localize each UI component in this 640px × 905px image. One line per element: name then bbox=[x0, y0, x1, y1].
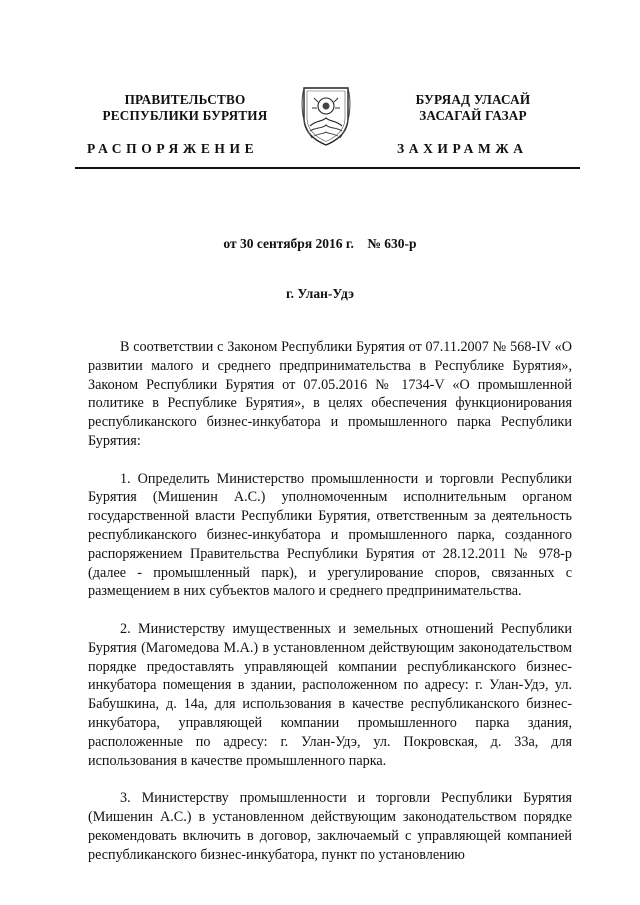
header-line: БУРЯАД УЛАСАЙ bbox=[415, 92, 531, 107]
header-line: ЗАСАГАЙ ГАЗАР bbox=[419, 108, 527, 123]
city: г. Улан-Удэ bbox=[286, 286, 354, 301]
clause-2-paragraph: 2. Министерству имущественных и земельных отношений Республики Бурятия (Магомедова М.А.) в установленном действующим законодательством порядке предоставлять управляющей компании республиканского бизнес-инкубатора помещения в здании, расположенном по адресу: г. Улан-Удэ, ул. Бабушкина, д. 14а, для использования в качестве республиканского бизнес-инкубатора, управляющей компании промышленного парка здания, расположенные по адресу: г. Улан-Удэ, ул. Покровская, д. 33а, для использования в качестве промышленного парка. bbox=[88, 620, 572, 769]
clause-1-paragraph: 1. Определить Министерство промышленности и торговли Республики Бурятия (Мишенин А.С.) уполномоченным исполнительным органом государственной власти Республики Бурятия, ответственным за деятельность республиканского бизнес-инкубатора и промышленного парка, созданного распоряжением Правительства Республики Бурятия от 28.12.2011 № 978-р (далее - промышленный парк), и урегулирование споров, связанных с размещением в них субъектов малого и среднего предпринимательства. bbox=[88, 470, 572, 600]
government-header-buryat bbox=[373, 92, 573, 124]
preamble-paragraph: В соответствии с Законом Республики Бурятия от 07.11.2007 № 568-IV «О развитии малого и среднего предпринимательства в Республике Бурятия», Законом Республики Бурятия от 07.05.2016 № 1734-V «О промышленной политике в Республике Бурятия», в целях обеспечения функционирования республиканского бизнес-инкубатора и промышленного парка Республики Бурятия: bbox=[88, 339, 572, 449]
document-type-russian: РАСПОРЯЖЕНИЕ bbox=[87, 141, 259, 156]
government-header-russian bbox=[85, 92, 285, 124]
header-divider bbox=[75, 167, 580, 169]
header-line: РЕСПУБЛИКИ БУРЯТИЯ bbox=[102, 108, 268, 123]
document-body bbox=[88, 338, 572, 883]
coat-of-arms-icon bbox=[298, 84, 354, 148]
document-type-buryat: ЗАХИРАМЖА bbox=[397, 141, 528, 156]
date-and-number: от 30 сентября 2016 г. № 630-р bbox=[223, 236, 417, 251]
clause-3-paragraph: 3. Министерству промышленности и торговли Республики Бурятия (Мишенин А.С.) в установленном действующим законодательством порядке рекомендовать включить в договор, заключаемый с управляющей компанией республиканского бизнес-инкубатора, пункт по установлению bbox=[88, 790, 572, 863]
header-line: ПРАВИТЕЛЬСТВО bbox=[124, 92, 246, 107]
